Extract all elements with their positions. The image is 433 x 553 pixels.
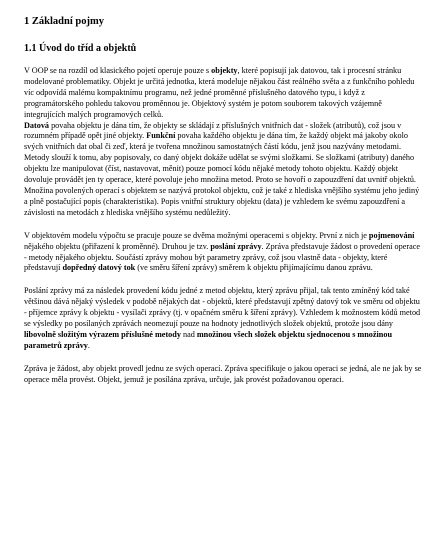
bold-term: libovolně složitým výrazem příslušné metody <box>24 329 181 339</box>
text: (ve směru šíření zprávy) směrem k objektu přijímajícímu danou zprávu. <box>135 263 373 273</box>
bold-term: objekty <box>211 66 238 75</box>
section-title: 1 Základní pojmy <box>24 16 104 27</box>
text: povaha každého objektu je dána tím, že každý objekt má jakoby okolo svých vnitřních dat obal či zeď, která je tvořena množinou samostatných částí kódu, jenž jsou nazývány metodami. <box>24 131 408 152</box>
text: V OOP se na rozdíl od klasického pojetí operuje pouze s <box>24 66 212 75</box>
text: , které popisují jak datovou, tak i procesní stránku modelované problematiky. Objekt je určitá jednotka, která modeluje nějakou část reálného světa a z funkčního pohledu víc odpovídá malému kompaktnímu programu, než jedné proměnné příslušného datového typu, i když z programátorského pohledu takovou proměnnou je. Objektový systém je potom souborem takových vzájemně integrujících malých programových celků. <box>24 66 415 119</box>
bold-term: množinou všech složek objektu sjednocenou s množinou parametrů zprávy <box>24 329 393 350</box>
bold-term: Funkční <box>146 131 176 141</box>
text: Metody slouží k tomu, aby popisovaly, co daný objekt dokáže udělat se svými složkami. Se složkami (atributy) daného objektu lze manipulovat (číst, nastavovat, měnit) pouze pomocí kódu nějaké metody tohoto objektu. Každý objekt dovoluje provádět jen ty operace, které povoluje jeho množina metod. Proto se hovoří o zapouzdření dat uvnitř objektů. <box>24 153 416 185</box>
text: Množina povolených operací s objektem se nazývá protokol objektu, což je také z hlediska vnějšího systému jeho jediný a plně postačující popis (charakteristika). Popis vnitřní struktury objektu (data) je vzhledem ke svému zapouzdření a závislosti na metodách z hlediska vnějšího systému nedůležitý. <box>24 185 420 217</box>
text: povaha objektu je dána tím, že objekty se skládají z příslušných vnitřních dat - složek (atributů), což jsou v rozumném případě opět jiné objekty. <box>24 120 402 141</box>
text: . Zpráva představuje žádost o provedení operace - metody nějakého objektu. Součástí zprávy mohou být parametry zprávy, což jsou vlastně data - objekty, které představují <box>24 241 420 273</box>
text: nějakého objektu (přiřazení k proměnné). Druhou je tzv. <box>24 241 211 251</box>
bold-term: Datová <box>24 120 50 130</box>
paragraph-objects <box>24 66 424 219</box>
bold-term: pojmenování <box>368 230 415 240</box>
subsection-title: 1.1 Úvod do tříd a objektů <box>24 43 137 54</box>
document-body <box>24 66 424 386</box>
text: Zpráva je žádost, aby objekt provedl jednu ze svých operací. Zpráva specifikuje o jakou operaci se jedná, ale ne jak by se operace měla provést. Objekt, jemuž je posílána zpráva, určuje, jak provést požadovanou operaci. <box>24 363 422 384</box>
text: Poslání zprávy má za následek provedení kódu jedné z metod objektu, který zprávu přijal, tak tento zmíněný kód také většinou dává nějaký výsledek v podobě nějakých dat - objektů, které představují zpětný datový tok ve směru od objektu - příjemce zprávy k objektu - vysílači zprávy (tj. v opačném směru k šíření zprávy). Vzhledem k možnostem kódů metod se výsledky po posílaných zprávách neomezují pouze na hodnoty jednotlivých složek objektů, protože jsou dány <box>24 286 421 329</box>
bold-term: dopředný datový tok <box>62 263 136 273</box>
text: V objektovém modelu výpočtu se pracuje pouze se dvěma možnými operacemi s objekty. První z nich je <box>24 230 369 240</box>
paragraph-request <box>24 364 424 386</box>
paragraph-results <box>24 286 424 351</box>
text: . <box>87 340 90 350</box>
bold-term: poslání zprávy <box>210 241 262 251</box>
paragraph-messages <box>24 231 424 275</box>
text: nad <box>180 329 197 339</box>
